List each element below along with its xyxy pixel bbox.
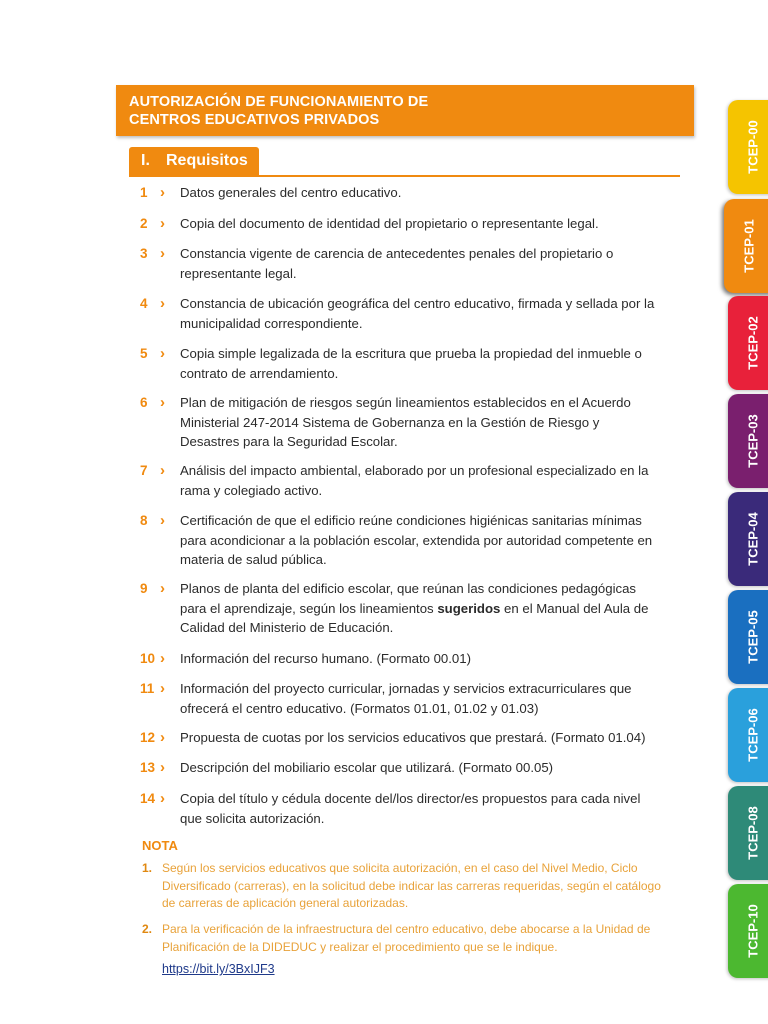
requirement-number: 8: [140, 513, 148, 528]
nota-item-number: 1.: [142, 861, 153, 875]
requirement-text: Constancia de ubicación geográfica del centro educativo, firmada y sellada por la municipalidad correspondiente.: [180, 296, 655, 331]
requirement-text-emphasis: sugeridos: [437, 600, 501, 616]
requirement-item: [140, 579, 660, 638]
side-tab-tcep-03[interactable]: [728, 394, 768, 488]
requirement-text: Copia del documento de identidad del propietario o representante legal.: [180, 216, 599, 231]
side-tab-tcep-02[interactable]: [728, 296, 768, 390]
requirement-text: Propuesta de cuotas por los servicios educativos que prestará. (Formato 01.04): [180, 730, 646, 745]
requirement-item: [140, 214, 660, 234]
requirement-text-part: en el Manual del Aula de Calidad del Ministerio de Educación.: [180, 600, 649, 635]
side-tab-label: TCEP-04: [745, 512, 761, 566]
nota-title: NOTA: [142, 838, 178, 853]
reference-link[interactable]: https://bit.ly/3BxIJF3: [162, 962, 275, 976]
requirement-number: 10: [140, 651, 156, 666]
requirement-item: [140, 511, 660, 570]
section-heading: [129, 147, 259, 175]
side-tab-label: TCEP-06: [745, 708, 761, 762]
chevron-right-icon: ›: [160, 295, 165, 312]
title-line-2: CENTROS EDUCATIVOS PRIVADOS: [129, 112, 380, 128]
requirement-text: [180, 579, 660, 638]
chevron-right-icon: ›: [160, 512, 165, 529]
requirement-text: Descripción del mobiliario escolar que utilizará. (Formato 00.05): [180, 760, 554, 775]
requirement-number: 1: [140, 185, 148, 200]
requirement-item: [140, 461, 660, 500]
requirement-item: [140, 789, 660, 828]
chevron-right-icon: ›: [160, 215, 165, 232]
requirement-number: 12: [140, 730, 156, 745]
side-tab-tcep-06[interactable]: [728, 688, 768, 782]
requirement-item: [140, 649, 660, 669]
requirement-item: [140, 758, 660, 778]
nota-item-text: Para la verificación de la infraestructura del centro educativo, debe abocarse a la Unidad de Planificación de la DIDEDUC y realizar el procedimiento que se le indique.: [162, 922, 651, 954]
requirement-item: [140, 294, 660, 333]
requirement-item: [140, 244, 660, 283]
requirement-item: [140, 679, 660, 718]
requirement-text: Información del recurso humano. (Formato 00.01): [180, 651, 471, 666]
requirement-number: 4: [140, 296, 148, 311]
nota-item: [142, 860, 677, 913]
title-line-1: AUTORIZACIÓN DE FUNCIONAMIENTO DE: [129, 94, 429, 110]
requirement-item: [140, 728, 660, 748]
requirement-number: 14: [140, 791, 156, 806]
requirement-text: Plan de mitigación de riesgos según lineamientos establecidos en el Acuerdo Ministerial 247-2014 Sistema de Gobernanza en la Gestión de Riesgo y Desastres para la Seguridad Escolar.: [180, 395, 631, 449]
requirement-item: [140, 393, 660, 452]
requirement-number: 3: [140, 246, 148, 261]
requirement-item: [140, 344, 660, 383]
requirement-text: Información del proyecto curricular, jornadas y servicios extracurriculares que ofrecerá el centro educativo. (Formatos 01.01, 01.02 y 01.03): [180, 681, 632, 716]
side-tab-label: TCEP-08: [745, 806, 761, 860]
requirement-number: 13: [140, 760, 156, 775]
page-title: [129, 93, 669, 129]
side-tab-label: TCEP-10: [745, 904, 761, 958]
side-tab-label: TCEP-03: [745, 414, 761, 468]
requirement-number: 9: [140, 581, 148, 596]
chevron-right-icon: ›: [160, 184, 165, 201]
section-number: I.: [141, 152, 150, 169]
chevron-right-icon: ›: [160, 759, 165, 776]
requirement-number: 5: [140, 346, 148, 361]
side-tab-tcep-08[interactable]: [728, 786, 768, 880]
side-tab-label: TCEP-02: [745, 316, 761, 370]
requirement-number: 2: [140, 216, 148, 231]
requirement-text: Copia simple legalizada de la escritura que prueba la propiedad del inmueble o contrato de arrendamiento.: [180, 346, 642, 381]
side-tab-tcep-01[interactable]: [724, 199, 768, 293]
chevron-right-icon: ›: [160, 680, 165, 697]
requirement-number: 6: [140, 395, 148, 410]
requirement-text: Constancia vigente de carencia de antecedentes penales del propietario o representante legal.: [180, 246, 614, 281]
requirement-text: Análisis del impacto ambiental, elaborado por un profesional especializado en la rama y colegiado activo.: [180, 463, 649, 498]
requirement-text-part: Planos de planta del edificio escolar, que reúnan las condiciones pedagógicas para el aprendizaje, según los lineamientos: [180, 581, 637, 616]
requirement-item: [140, 183, 660, 203]
side-tab-tcep-05[interactable]: [728, 590, 768, 684]
side-tab-tcep-00[interactable]: [728, 100, 768, 194]
chevron-right-icon: ›: [160, 345, 165, 362]
chevron-right-icon: ›: [160, 729, 165, 746]
side-tab-tcep-10[interactable]: [728, 884, 768, 978]
side-tab-label: TCEP-05: [745, 610, 761, 664]
chevron-right-icon: ›: [160, 394, 165, 411]
requirement-text: Certificación de que el edificio reúne condiciones higiénicas sanitarias mínimas para acondicionar a la población escolar, extendida por autoridad competente en materia de salud pública.: [180, 513, 653, 567]
side-tab-tcep-04[interactable]: [728, 492, 768, 586]
section-title: Requisitos: [166, 152, 248, 169]
requirement-text: Datos generales del centro educativo.: [180, 185, 402, 200]
nota-item-text: Según los servicios educativos que solicita autorización, en el caso del Nivel Medio, Ciclo Diversificado (carreras), en la solicitud debe indicar las carreras requeridas, según el catálogo de carreras de aplicación general autorizadas.: [162, 861, 661, 910]
chevron-right-icon: ›: [160, 790, 165, 807]
side-tab-label: TCEP-00: [745, 120, 761, 174]
section-divider: [129, 175, 680, 177]
chevron-right-icon: ›: [160, 462, 165, 479]
requirement-number: 7: [140, 463, 148, 478]
side-tab-label: TCEP-01: [741, 219, 757, 273]
chevron-right-icon: ›: [160, 245, 165, 262]
nota-item: [142, 921, 677, 956]
chevron-right-icon: ›: [160, 580, 165, 597]
requirement-number: 11: [140, 681, 155, 696]
requirement-text: Copia del título y cédula docente del/los director/es propuestos para cada nivel que solicita autorización.: [180, 791, 641, 826]
nota-item-number: 2.: [142, 922, 153, 936]
chevron-right-icon: ›: [160, 650, 165, 667]
